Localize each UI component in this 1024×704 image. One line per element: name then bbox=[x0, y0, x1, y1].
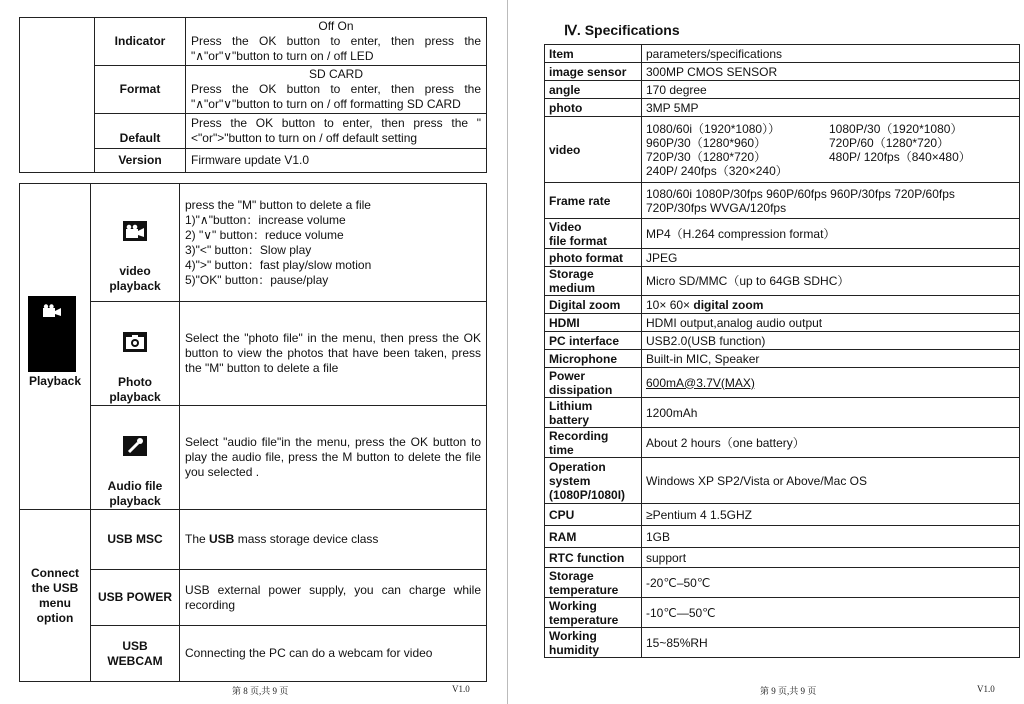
spec-key: Working temperature bbox=[545, 598, 642, 628]
spec-value: -10℃—50℃ bbox=[642, 598, 1020, 628]
row-desc: The USB mass storage device class bbox=[180, 510, 487, 570]
spec-value: parameters/specifications bbox=[642, 45, 1020, 63]
video-mode: 720P/30（1280*720） bbox=[646, 149, 767, 164]
spec-key: PC interface bbox=[545, 332, 642, 350]
row-label: USB MSC bbox=[91, 510, 180, 570]
row-label: Format bbox=[95, 66, 186, 114]
table-row bbox=[545, 458, 1020, 504]
row-desc: Firmware update V1.0 bbox=[186, 149, 487, 173]
video-mode: 960P/30（1280*960） bbox=[646, 135, 767, 150]
playback-tab bbox=[28, 296, 76, 372]
page-title: Ⅳ. Specifications bbox=[564, 22, 680, 38]
settings-table bbox=[19, 17, 487, 173]
row-label: Default bbox=[95, 114, 186, 149]
microphone-icon bbox=[96, 421, 174, 460]
spec-key: Item bbox=[545, 45, 642, 63]
spec-key: photo bbox=[545, 99, 642, 117]
spec-value: Micro SD/MMC（up to 64GB SDHC） bbox=[642, 267, 1020, 296]
row-label bbox=[91, 406, 180, 510]
row-text: Press the OK button to enter, then press the "∧"or"∨"button to turn on / off formatting SD CARD bbox=[191, 82, 481, 111]
table-row bbox=[545, 267, 1020, 296]
playback-cell bbox=[20, 184, 91, 510]
spec-key: Operation system (1080P/1080I) bbox=[545, 458, 642, 504]
table-row bbox=[545, 368, 1020, 398]
spec-value: Windows XP SP2/Vista or Above/Mac OS bbox=[642, 458, 1020, 504]
page-number: 第 9 页,共 9 页 bbox=[760, 686, 817, 696]
table-row bbox=[545, 548, 1020, 568]
spec-key: Microphone bbox=[545, 350, 642, 368]
table-row bbox=[545, 99, 1020, 117]
table-row bbox=[545, 526, 1020, 548]
page-divider bbox=[507, 0, 508, 704]
video-mode bbox=[829, 164, 1009, 178]
usb-menu-label: Connect the USB menu option bbox=[20, 510, 91, 682]
spec-value: 170 degree bbox=[642, 81, 1020, 99]
row-title: Off On bbox=[318, 19, 354, 33]
video-mode: 240P/ 240fps（320×240） bbox=[646, 163, 788, 178]
table-row bbox=[545, 63, 1020, 81]
spec-key: Storage medium bbox=[545, 267, 642, 296]
video-mode: 1080P/30（1920*1080） bbox=[829, 121, 963, 136]
table-row bbox=[545, 183, 1020, 219]
spec-value: 3MP 5MP bbox=[642, 99, 1020, 117]
table-row bbox=[20, 18, 487, 66]
spec-value: 15~85%RH bbox=[642, 628, 1020, 658]
row-desc: Select the "photo file" in the menu, then press the OK button to view the photos that have been taken, press the "M" button to delete a file bbox=[180, 302, 487, 406]
table-row bbox=[545, 81, 1020, 99]
version-label: V1.0 bbox=[977, 684, 995, 694]
playback-label: Playback bbox=[28, 374, 82, 388]
video-mode: 480P/ 120fps（840×480） bbox=[829, 149, 971, 164]
row-label: USB POWER bbox=[91, 570, 180, 626]
row-label: Indicator bbox=[95, 18, 186, 66]
table-row bbox=[545, 504, 1020, 526]
spec-key: image sensor bbox=[545, 63, 642, 81]
table-row bbox=[20, 570, 487, 626]
row-title: SD CARD bbox=[308, 67, 363, 81]
row-desc bbox=[186, 66, 487, 114]
spec-value: support bbox=[642, 548, 1020, 568]
spec-value: HDMI output,analog audio output bbox=[642, 314, 1020, 332]
spec-value: 1080/60i 1080P/30fps 960P/60fps 960P/30fps 720P/60fps 720P/30fps WVGA/120fps bbox=[642, 183, 1020, 219]
right-page bbox=[512, 0, 1024, 704]
spec-value: MP4（H.264 compression format） bbox=[642, 219, 1020, 249]
spec-key: RTC function bbox=[545, 548, 642, 568]
specifications-table bbox=[544, 44, 1020, 658]
table-row bbox=[20, 626, 487, 682]
spec-value: -20℃–50℃ bbox=[642, 568, 1020, 598]
video-camera-icon bbox=[43, 304, 61, 372]
video-camera-icon bbox=[96, 206, 174, 245]
row-label: USB WEBCAM bbox=[91, 626, 180, 682]
row-label: Version bbox=[95, 149, 186, 173]
row-desc: Select "audio file"in the menu, press the OK button to play the audio file, press the M button to delete the file you selected . bbox=[180, 406, 487, 510]
row-label bbox=[91, 184, 180, 302]
table-row bbox=[545, 598, 1020, 628]
row-text: Press the OK button to enter, then press the "∧"or"∨"button to turn on / off LED bbox=[191, 34, 481, 63]
table-row bbox=[545, 45, 1020, 63]
row-desc bbox=[186, 18, 487, 66]
table-row bbox=[545, 568, 1020, 598]
spec-value: 1GB bbox=[642, 526, 1020, 548]
spec-value: 300MP CMOS SENSOR bbox=[642, 63, 1020, 81]
blank-cell bbox=[20, 18, 95, 173]
spec-key: Storage temperature bbox=[545, 568, 642, 598]
spec-key: photo format bbox=[545, 249, 642, 267]
table-row bbox=[545, 628, 1020, 658]
row-desc: Connecting the PC can do a webcam for video bbox=[180, 626, 487, 682]
spec-value: USB2.0(USB function) bbox=[642, 332, 1020, 350]
spec-value: Built-in MIC, Speaker bbox=[642, 350, 1020, 368]
spec-value: 10× 60× digital zoom bbox=[642, 296, 1020, 314]
version-label: V1.0 bbox=[452, 684, 470, 694]
spec-value bbox=[642, 117, 1020, 183]
table-row bbox=[20, 510, 487, 570]
video-mode: 1080/60i（1920*1080）） bbox=[646, 121, 781, 136]
table-row bbox=[545, 249, 1020, 267]
table-row bbox=[545, 117, 1020, 183]
video-modes bbox=[646, 122, 1015, 178]
spec-key: CPU bbox=[545, 504, 642, 526]
table-row bbox=[545, 314, 1020, 332]
table-row bbox=[545, 332, 1020, 350]
spec-key: Digital zoom bbox=[545, 296, 642, 314]
spec-key: Lithium battery bbox=[545, 398, 642, 428]
label-text: video playback bbox=[109, 264, 161, 293]
spec-value: 600mA@3.7V(MAX) bbox=[642, 368, 1020, 398]
table-row bbox=[545, 398, 1020, 428]
spec-key: RAM bbox=[545, 526, 642, 548]
video-mode: 720P/60（1280*720） bbox=[829, 135, 950, 150]
table-row bbox=[545, 350, 1020, 368]
row-desc: USB external power supply, you can charge while recording bbox=[180, 570, 487, 626]
row-desc: Press the OK button to enter, then press the "<"or">"button to turn on / off default setting bbox=[186, 114, 487, 149]
spec-key: video bbox=[545, 117, 642, 183]
spec-value: ≥Pentium 4 1.5GHZ bbox=[642, 504, 1020, 526]
spec-key: Working humidity bbox=[545, 628, 642, 658]
spec-key: HDMI bbox=[545, 314, 642, 332]
spec-body bbox=[545, 45, 1020, 658]
row-desc: press the "M" button to delete a file 1)"∧"button：increase volume 2) "∨" button：reduce volume 3)"<" button：Slow play 4)">" button：fast play/slow motion 5)"OK" button：pause/play bbox=[180, 184, 487, 302]
label-text: Photo playback bbox=[109, 375, 161, 404]
spec-value: About 2 hours（one battery） bbox=[642, 428, 1020, 458]
spec-key: Power dissipation bbox=[545, 368, 642, 398]
spec-value: 1200mAh bbox=[642, 398, 1020, 428]
spec-key: Recording time bbox=[545, 428, 642, 458]
spec-key: angle bbox=[545, 81, 642, 99]
page-number: 第 8 页,共 9 页 bbox=[232, 686, 289, 696]
label-text: Audio file playback bbox=[107, 479, 163, 508]
spec-key: Video file format bbox=[545, 219, 642, 249]
camera-icon bbox=[96, 317, 174, 356]
row-label bbox=[91, 302, 180, 406]
left-page bbox=[0, 0, 506, 704]
table-row bbox=[20, 184, 487, 302]
table-row bbox=[545, 296, 1020, 314]
spec-key: Frame rate bbox=[545, 183, 642, 219]
spec-value: JPEG bbox=[642, 249, 1020, 267]
table-row bbox=[545, 428, 1020, 458]
table-row bbox=[545, 219, 1020, 249]
playback-usb-table bbox=[19, 183, 487, 682]
